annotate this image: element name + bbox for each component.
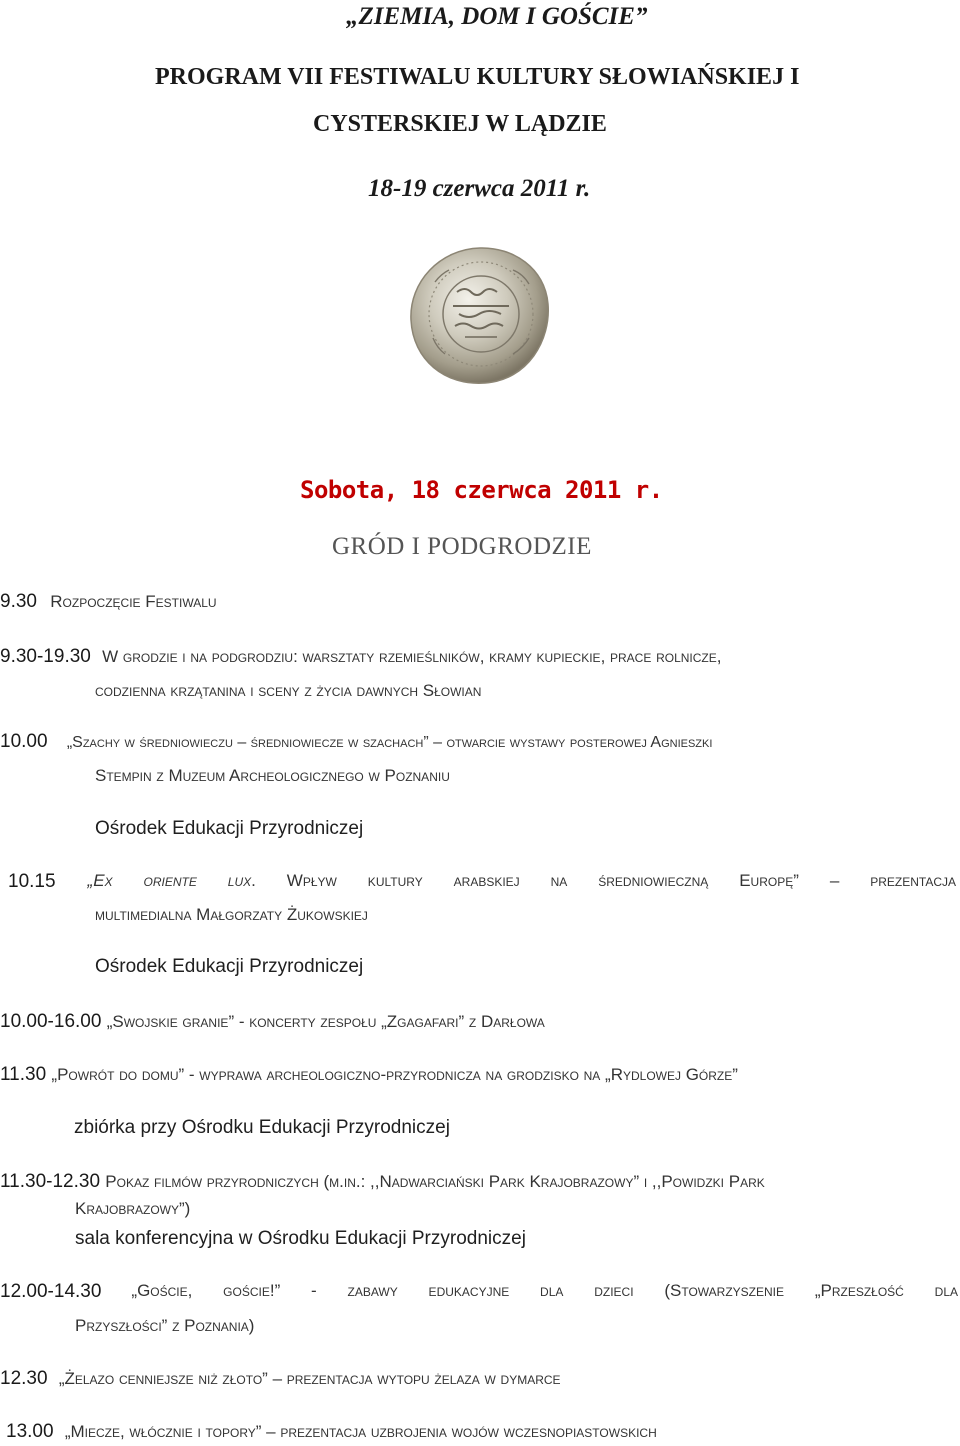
program-title-line1: PROGRAM VII FESTIWALU KULTURY SŁOWIAŃSKIEJ I — [155, 64, 800, 90]
event-row — [0, 1368, 561, 1390]
event-row — [6, 1421, 657, 1443]
event-row — [0, 646, 958, 668]
event-time: 11.30 — [0, 1064, 47, 1085]
event-description-wrap — [88, 871, 956, 893]
event-time: 12.00-14.30 — [0, 1281, 102, 1302]
event-description: „Żelazo cenniejsze niż złoto” – prezentacja wytopu żelaza w dymarce — [58, 1369, 561, 1388]
event-row — [0, 1281, 958, 1303]
event-description: „Miecze, włócznie i topory” – prezentacja uzbrojenia wojów wczesnopiastowskich — [64, 1422, 657, 1441]
event-description: „Swojskie granie” - koncerty zespołu „Zgagafari” z Darłowa — [106, 1012, 545, 1031]
event-description-cont: Stempin z Muzeum Archeologicznego w Poznaniu — [95, 766, 450, 785]
event-row — [0, 1171, 765, 1193]
event-description: „Szachy w średniowieczu – średniowiecze w szachach” – otwarcie wystawy posterowej Agnieszki — [66, 734, 713, 751]
event-row — [0, 731, 712, 753]
event-description: W grodzie i na podgrodziu: warsztaty rzemieślników, kramy kupieckie, prace rolnicze, — [102, 647, 722, 666]
event-description-cont: Przyszłości” z Poznania) — [75, 1316, 255, 1335]
event-time: 12.30 — [0, 1368, 48, 1389]
event-row — [8, 871, 956, 893]
festival-title: „ZIEMIA, DOM I GOŚCIE” — [346, 3, 648, 30]
event-description: „Powrót do domu” - wyprawa archeologiczno-przyrodnicza na grodzisko na „Rydlowej Górze” — [51, 1065, 738, 1084]
event-time: 9.30-19.30 — [0, 646, 91, 667]
event-description: Pokaz filmów przyrodniczych (m.in.: ,,Nadwarciański Park Krajobrazowy” i ,,Powidzki Park — [105, 1172, 765, 1191]
program-title-line2: CYSTERSKIEJ W LĄDZIE — [313, 111, 607, 137]
event-time: 11.30-12.30 — [0, 1171, 101, 1192]
event-title: „Ex oriente lux — [87, 871, 252, 890]
event-description-cont: codzienna krzątanina i sceny z życia dawnych Słowian — [95, 681, 482, 700]
event-time: 10.15 — [8, 871, 56, 892]
event-time: 13.00 — [6, 1421, 54, 1442]
coin-image — [405, 242, 555, 390]
location-heading: GRÓD I PODGRODZIE — [332, 533, 592, 560]
event-venue: sala konferencyjna w Ośrodku Edukacji Przyrodniczej — [75, 1228, 526, 1249]
event-venue: zbiórka przy Ośrodku Edukacji Przyrodniczej — [74, 1117, 450, 1138]
day-heading: Sobota, 18 czerwca 2011 r. — [300, 476, 663, 504]
event-row — [0, 1064, 738, 1086]
event-description: „Goście, goście!” - zabawy edukacyjne dla dzieci (Stowarzyszenie „Przeszłość dla — [131, 1281, 958, 1300]
silver-dirham-coin-icon — [405, 242, 555, 390]
event-row — [0, 591, 217, 613]
event-description-cont: Krajobrazowy”) — [75, 1199, 191, 1218]
event-venue: Ośrodek Edukacji Przyrodniczej — [95, 956, 364, 977]
event-time: 10.00-16.00 — [0, 1011, 102, 1032]
event-venue: Ośrodek Edukacji Przyrodniczej — [95, 818, 364, 839]
event-time: 10.00 — [0, 731, 48, 752]
event-time: 9.30 — [0, 591, 37, 612]
event-description-cont: multimedialna Małgorzaty Żukowskiej — [95, 905, 368, 924]
event-description: . Wpływ kultury arabskiej na średniowieczną Europę” – prezentacja — [251, 871, 957, 890]
festival-dates: 18-19 czerwca 2011 r. — [368, 175, 591, 202]
event-row — [0, 1011, 545, 1033]
event-description: Rozpoczęcie Festiwalu — [50, 592, 217, 611]
